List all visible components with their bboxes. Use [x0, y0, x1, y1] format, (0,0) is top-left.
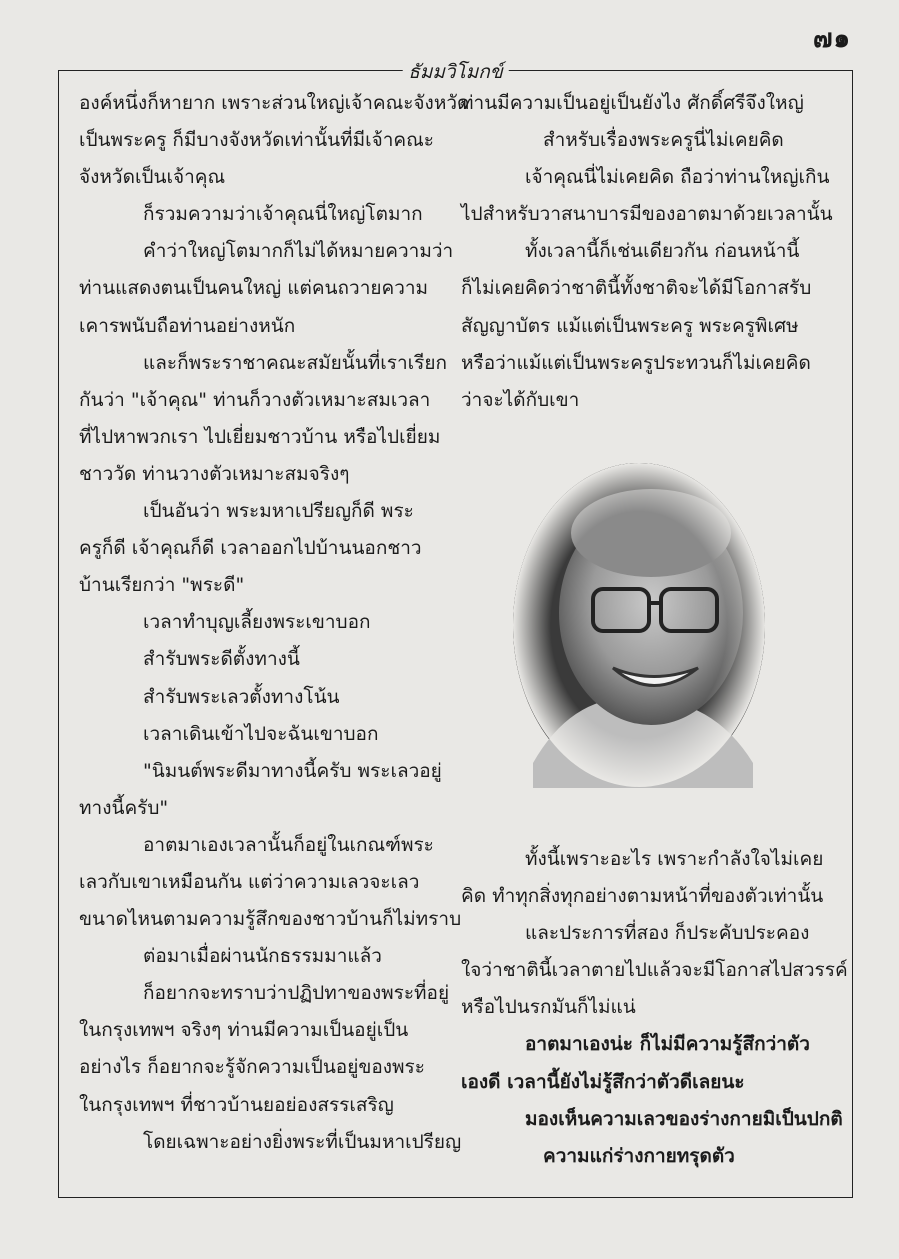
- text-line: สำรับพระดีตั้งทางนี้: [143, 648, 300, 671]
- text-line: สำรับพระเลวตั้งทางโน้น: [143, 685, 340, 708]
- text-line: ทั้งเวลานี้ก็เช่นเดียวกัน ก่อนหน้านี้: [525, 240, 800, 263]
- text-line: โดยเฉพาะอย่างยิ่งพระที่เป็นมหาเปรียญ: [143, 1130, 462, 1153]
- page-number: ๗๑: [812, 24, 851, 54]
- text-line: ทางนี้ครับ": [79, 796, 169, 819]
- text-line: สำหรับเรื่องพระครูนี่ไม่เคยคิด: [543, 129, 784, 152]
- text-line: ท่านแสดงตนเป็นคนใหญ่ แต่คนถวายความ: [79, 277, 429, 300]
- text-line: กันว่า "เจ้าคุณ" ท่านก็วางตัวเหมาะสมเวลา: [79, 388, 431, 411]
- text-line: ชาววัด ท่านวางตัวเหมาะสมจริงๆ: [79, 462, 350, 485]
- text-line: คำว่าใหญ่โตมากก็ไม่ได้หมายความว่า: [143, 240, 454, 263]
- text-line: คิด ทำทุกสิ่งทุกอย่างตามหน้าที่ของตัวเท่านั้น: [461, 885, 824, 908]
- text-line: และก็พระราชาคณะสมัยนั้นที่เราเรียก: [143, 351, 447, 374]
- portrait-illustration: [513, 463, 765, 788]
- running-header: ธัมมวิโมกข์: [402, 57, 509, 87]
- right-column-bottom: [461, 841, 848, 1175]
- text-line: ที่ไปหาพวกเรา ไปเยี่ยมชาวบ้าน หรือไปเยี่ยม: [79, 425, 441, 448]
- text-line: อย่างไร ก็อยากจะรู้จักความเป็นอยู่ของพระ: [79, 1056, 425, 1079]
- text-line: ต่อมาเมื่อผ่านนักธรรมมาแล้ว: [143, 945, 382, 968]
- text-line: ไปสำหรับวาสนาบารมีของอาตมาด้วยเวลานั้น: [461, 203, 833, 226]
- text-line: จังหวัดเป็นเจ้าคุณ: [79, 166, 226, 189]
- text-line: ขนาดไหนตามความรู้สึกของชาวบ้านก็ไม่ทราบ: [79, 908, 462, 931]
- text-line: เป็นอันว่า พระมหาเปรียญก็ดี พระ: [143, 500, 414, 523]
- text-line: ครูก็ดี เจ้าคุณก็ดี เวลาออกไปบ้านนอกชาว: [79, 537, 422, 560]
- left-column: [79, 85, 470, 1161]
- text-line: ในกรุงเทพฯ ที่ชาวบ้านยอย่องสรรเสริญ: [79, 1093, 394, 1116]
- text-line: อาตมาเองน่ะ ก็ไม่มีความรู้สึกว่าตัว: [525, 1033, 810, 1056]
- text-line: บ้านเรียกว่า "พระดี": [79, 574, 245, 597]
- text-line: อาตมาเองเวลานั้นก็อยู่ในเกณฑ์พระ: [143, 833, 434, 856]
- text-line: เคารพนับถือท่านอย่างหนัก: [79, 314, 296, 337]
- text-line: ทั้งนี้เพราะอะไร เพราะกำลังใจไม่เคย: [525, 848, 824, 870]
- text-line: สัญญาบัตร แม้แต่เป็นพระครู พระครูพิเศษ: [461, 314, 799, 337]
- text-line: ความแก่ร่างกายทรุดตัว: [543, 1144, 735, 1167]
- text-line: และประการที่สอง ก็ประคับประคอง: [525, 922, 810, 945]
- content-frame: [58, 61, 853, 1198]
- text-line: ใจว่าชาตินี้เวลาตายไปแล้วจะมีโอกาสไปสวรรค์: [461, 959, 848, 982]
- text-line: ก็ไม่เคยคิดว่าชาตินี้ทั้งชาติจะได้มีโอกาสรับ: [461, 277, 812, 300]
- text-line: เองดี เวลานี้ยังไม่รู้สึกว่าตัวดีเลยนะ: [461, 1070, 745, 1093]
- text-line: มองเห็นความเลวของร่างกายมิเป็นปกติ: [525, 1107, 843, 1130]
- text-line: องค์หนึ่งก็หายาก เพราะส่วนใหญ่เจ้าคณะจังหวัด: [79, 92, 470, 114]
- text-line: ว่าจะได้กับเขา: [461, 388, 580, 411]
- text-line: เลวกับเขาเหมือนกัน แต่ว่าความเลวจะเลว: [79, 870, 420, 893]
- text-line: หรือไปนรกมันก็ไม่แน่: [461, 996, 636, 1019]
- text-line: ก็อยากจะทราบว่าปฏิปทาของพระที่อยู่: [143, 982, 450, 1005]
- monk-portrait-photo: [513, 463, 765, 788]
- text-line: เจ้าคุณนี่ไม่เคยคิด ถือว่าท่านใหญ่เกิน: [525, 166, 830, 189]
- right-column-top: [461, 85, 833, 419]
- text-line: ท่านมีความเป็นอยู่เป็นยังไง ศักดิ์ศรีจึงใหญ่: [461, 92, 804, 114]
- text-line: เป็นพระครู ก็มีบางจังหวัดเท่านั้นที่มีเจ้าคณะ: [79, 129, 434, 152]
- text-line: เวลาเดินเข้าไปจะฉันเขาบอก: [143, 722, 379, 745]
- text-line: "นิมนต์พระดีมาทางนี้ครับ พระเลวอยู่: [143, 759, 442, 782]
- text-line: หรือว่าแม้แต่เป็นพระครูประทวนก็ไม่เคยคิด: [461, 351, 811, 374]
- text-line: ในกรุงเทพฯ จริงๆ ท่านมีความเป็นอยู่เป็น: [79, 1019, 409, 1042]
- text-line: ก็รวมความว่าเจ้าคุณนี่ใหญ่โตมาก: [143, 203, 423, 226]
- text-line: เวลาทำบุญเลี้ยงพระเขาบอก: [143, 611, 371, 634]
